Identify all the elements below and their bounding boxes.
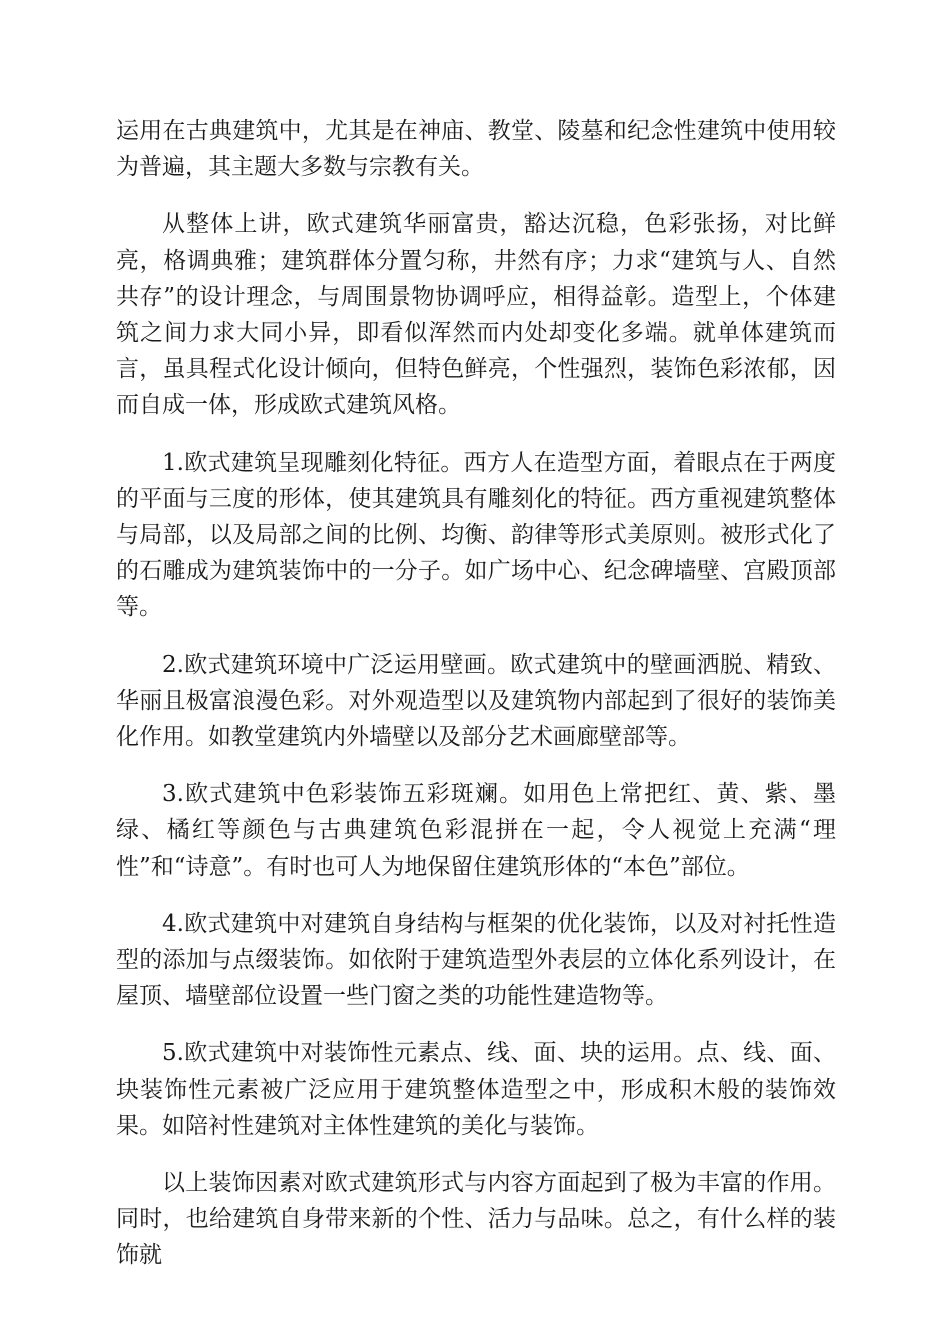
- paragraph-continued: 运用在古典建筑中，尤其是在神庙、教堂、陵墓和纪念性建筑中使用较为普遍，其主题大多数与宗教有关。: [116, 118, 836, 181]
- paragraph-summary: 以上装饰因素对欧式建筑形式与内容方面起到了极为丰富的作用。同时，也给建筑自身带来新的个性、活力与品味。总之，有什么样的装饰就: [116, 1170, 836, 1269]
- paragraph-point-4: 4.欧式建筑中对建筑自身结构与框架的优化装饰，以及对衬托性造型的添加与点缀装饰。如依附于建筑造型外表层的立体化系列设计，在屋顶、墙壁部位设置一些门窗之类的功能性建造物等。: [116, 910, 836, 1010]
- paragraph-point-3: 3.欧式建筑中色彩装饰五彩斑斓。如用色上常把红、黄、紫、墨绿、橘红等颜色与古典建筑色彩混拼在一起，令人视觉上充满“理性”和“诗意”。有时也可人为地保留住建筑形体的“本色”部位。: [116, 781, 836, 880]
- paragraph-point-1: 1.欧式建筑呈现雕刻化特征。西方人在造型方面，着眼点在于两度的平面与三度的形体，使其建筑具有雕刻化的特征。西方重视建筑整体与局部，以及局部之间的比例、均衡、韵律等形式美原则。被形式化了的石雕成为建筑装饰中的一分子。如广场中心、纪念碑墙壁、宫殿顶部等。: [116, 449, 836, 621]
- paragraph-point-5: 5.欧式建筑中对装饰性元素点、线、面、块的运用。点、线、面、块装饰性元素被广泛应用于建筑整体造型之中，形成积木般的装饰效果。如陪衬性建筑对主体性建筑的美化与装饰。: [116, 1040, 836, 1139]
- paragraph-overview: 从整体上讲，欧式建筑华丽富贵，豁达沉稳，色彩张扬，对比鲜亮，格调典雅；建筑群体分置匀称，井然有序；力求“建筑与人、自然共存”的设计理念，与周围景物协调呼应，相得益彰。造型上，个体建筑之间力求大同小异，即看似浑然而内处却变化多端。就单体建筑而言，虽具程式化设计倾向，但特色鲜亮，个性强烈，装饰色彩浓郁，因而自成一体，形成欧式建筑风格。: [116, 211, 836, 419]
- paragraph-point-2: 2.欧式建筑环境中广泛运用壁画。欧式建筑中的壁画洒脱、精致、华丽且极富浪漫色彩。对外观造型以及建筑物内部起到了很好的装饰美化作用。如教堂建筑内外墙壁以及部分艺术画廊壁部等。: [116, 651, 836, 751]
- document-body: [116, 113, 836, 1295]
